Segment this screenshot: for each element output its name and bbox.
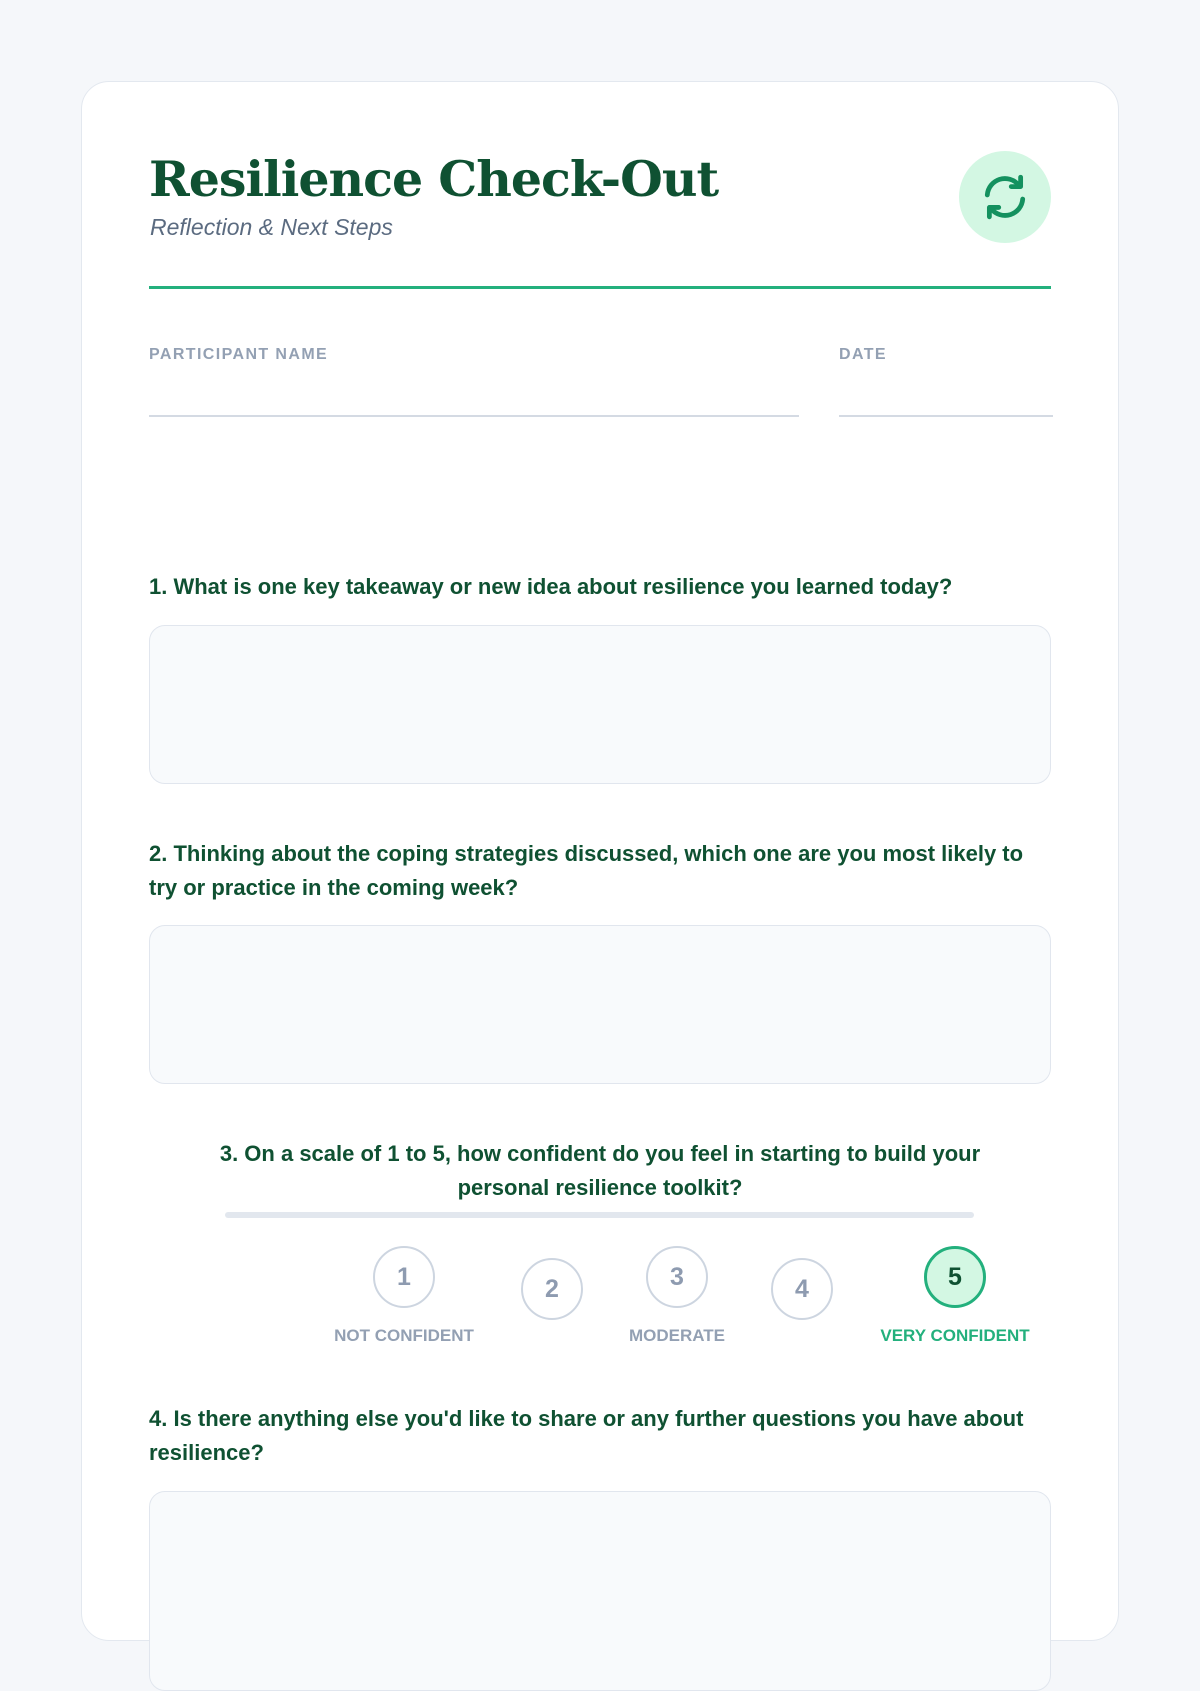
scale-caption-mid: MODERATE bbox=[628, 1326, 726, 1345]
date-label: DATE bbox=[839, 346, 887, 363]
date-field[interactable] bbox=[839, 382, 1053, 417]
scale-option-3[interactable]: 3 bbox=[646, 1246, 708, 1308]
scale-caption-high: VERY CONFIDENT bbox=[880, 1326, 1030, 1345]
scale-option-4[interactable]: 4 bbox=[771, 1258, 833, 1320]
answer-1-textarea[interactable] bbox=[149, 625, 1051, 784]
checkout-form-card bbox=[81, 81, 1119, 1641]
answer-4-textarea[interactable] bbox=[149, 1491, 1051, 1691]
question-2: 2. Thinking about the coping strategies discussed, which one are you most likely to try or practice in the coming week? bbox=[149, 841, 1024, 900]
scale-caption-low: NOT CONFIDENT bbox=[334, 1326, 474, 1345]
page-title: Resilience Check-Out bbox=[149, 150, 719, 208]
refresh-icon bbox=[980, 172, 1030, 222]
question-1: 1. What is one key takeaway or new idea about resilience you learned today? bbox=[149, 574, 953, 599]
page-subtitle: Reflection & Next Steps bbox=[150, 214, 393, 240]
participant-name-label: PARTICIPANT NAME bbox=[149, 346, 329, 363]
header-divider bbox=[149, 286, 1051, 289]
question-3: 3. On a scale of 1 to 5, how confident do you feel in starting to build your personal resilience toolkit? bbox=[219, 1141, 981, 1200]
refresh-button[interactable] bbox=[959, 151, 1051, 243]
scale-option-5[interactable]: 5 bbox=[924, 1246, 986, 1308]
scale-option-1[interactable]: 1 bbox=[373, 1246, 435, 1308]
question-4: 4. Is there anything else you'd like to share or any further questions you have about resilience? bbox=[149, 1406, 1024, 1465]
answer-2-textarea[interactable] bbox=[149, 925, 1051, 1084]
scale-track bbox=[225, 1212, 974, 1218]
scale-option-2[interactable]: 2 bbox=[521, 1258, 583, 1320]
participant-name-field[interactable] bbox=[149, 382, 799, 417]
